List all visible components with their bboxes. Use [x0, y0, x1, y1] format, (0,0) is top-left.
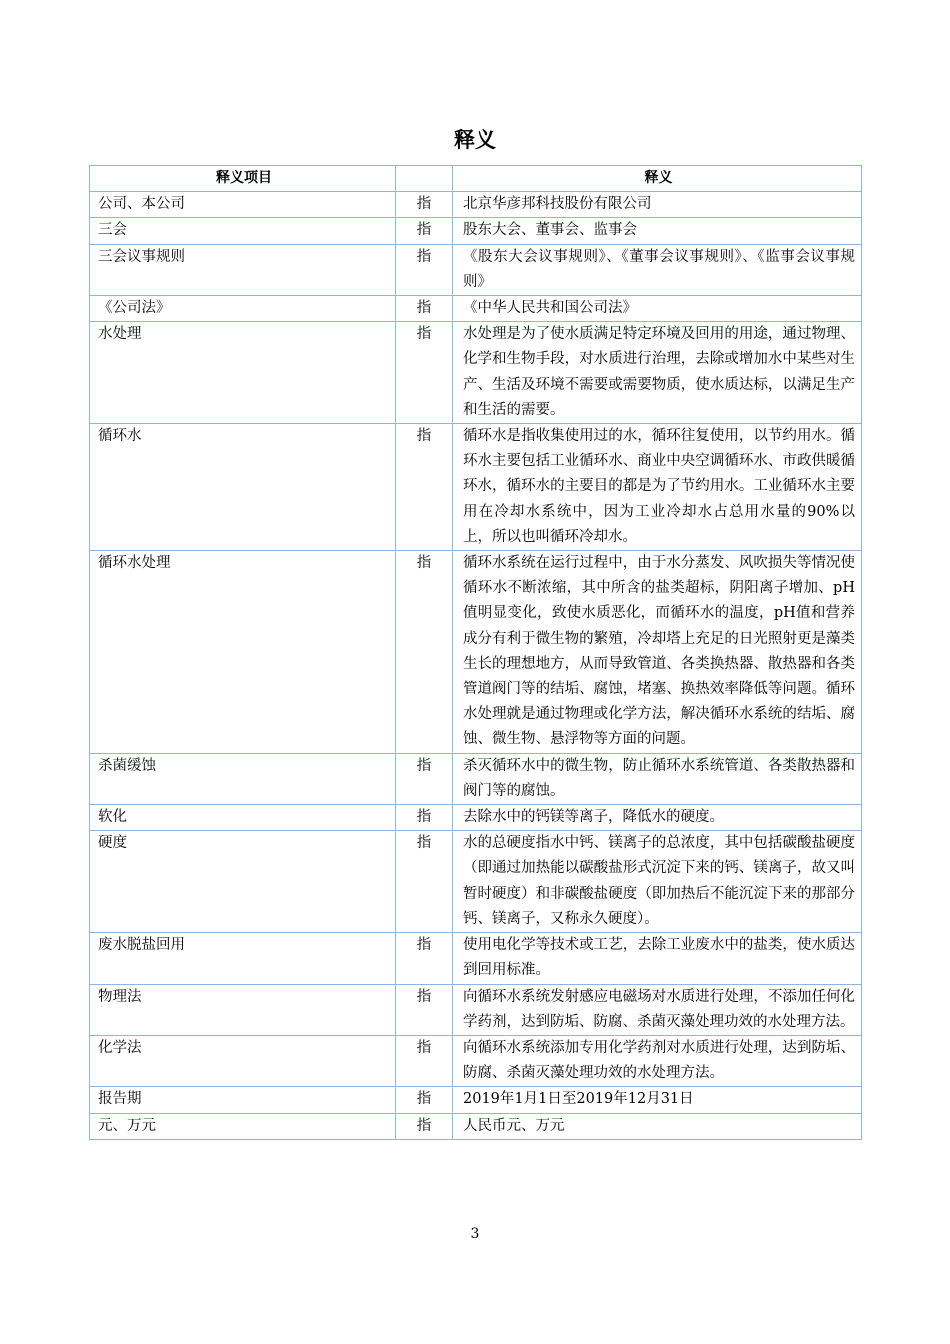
term-cell: 循环水: [90, 424, 396, 551]
ref-cell: 指: [396, 1035, 453, 1086]
ref-cell: 指: [396, 551, 453, 754]
ref-cell: 指: [396, 192, 453, 218]
term-cell: 化学法: [90, 1035, 396, 1086]
definition-cell: 杀灭循环水中的微生物，防止循环水系统管道、各类散热器和阀门等的腐蚀。: [453, 753, 862, 804]
definition-cell: 《中华人民共和国公司法》: [453, 296, 862, 322]
term-cell: 废水脱盐回用: [90, 933, 396, 984]
term-cell: 水处理: [90, 322, 396, 424]
table-row: [90, 831, 862, 933]
table-row: [90, 1113, 862, 1139]
ref-cell: 指: [396, 1087, 453, 1113]
table-row: [90, 753, 862, 804]
ref-cell: 指: [396, 244, 453, 295]
header-ref: [396, 166, 453, 192]
page-title: 释义: [454, 128, 496, 152]
definition-cell: 股东大会、董事会、监事会: [453, 218, 862, 244]
page-number: 3: [470, 1226, 480, 1242]
definition-cell: 水的总硬度指水中钙、镁离子的总浓度，其中包括碳酸盐硬度（即通过加热能以碳酸盐形式沉淀下来的钙、镁离子，故又叫暂时硬度）和非碳酸盐硬度（即加热后不能沉淀下来的那部分钙、镁离子，又称永久硬度）。: [453, 831, 862, 933]
definition-cell: 人民币元、万元: [453, 1113, 862, 1139]
table-row: [90, 322, 862, 424]
term-cell: 三会议事规则: [90, 244, 396, 295]
table-row: [90, 805, 862, 831]
table-row: [90, 244, 862, 295]
term-cell: 公司、本公司: [90, 192, 396, 218]
table-row: [90, 424, 862, 551]
table-row: [90, 296, 862, 322]
ref-cell: 指: [396, 805, 453, 831]
table-header-row: [90, 166, 862, 192]
table-row: [90, 192, 862, 218]
definition-cell: 去除水中的钙镁等离子，降低水的硬度。: [453, 805, 862, 831]
ref-cell: 指: [396, 322, 453, 424]
definition-cell: 向循环水系统添加专用化学药剂对水质进行处理，达到防垢、防腐、杀菌灭藻处理功效的水处理方法。: [453, 1035, 862, 1086]
definitions-table: [89, 165, 862, 1140]
definition-cell: 循环水是指收集使用过的水，循环往复使用，以节约用水。循环水主要包括工业循环水、商业中央空调循环水、市政供暖循环水，循环水的主要目的都是为了节约用水。工业循环水主要用在冷却水系统中，因为工业冷却水占总用水量的90%以上，所以也叫循环冷却水。: [453, 424, 862, 551]
ref-cell: 指: [396, 424, 453, 551]
term-cell: 物理法: [90, 984, 396, 1035]
header-definition: 释义: [453, 166, 862, 192]
term-cell: 循环水处理: [90, 551, 396, 754]
definition-cell: 北京华彦邦科技股份有限公司: [453, 192, 862, 218]
definition-cell: 水处理是为了使水质满足特定环境及回用的用途，通过物理、化学和生物手段，对水质进行治理，去除或增加水中某些对生产、生活及环境不需要或需要物质，使水质达标，以满足生产和生活的需要。: [453, 322, 862, 424]
term-cell: 元、万元: [90, 1113, 396, 1139]
ref-cell: 指: [396, 753, 453, 804]
ref-cell: 指: [396, 933, 453, 984]
definition-cell: 2019年1月1日至2019年12月31日: [453, 1087, 862, 1113]
definition-cell: 向循环水系统发射感应电磁场对水质进行处理，不添加任何化学药剂，达到防垢、防腐、杀菌灭藻处理功效的水处理方法。: [453, 984, 862, 1035]
table-row: [90, 933, 862, 984]
table-row: [90, 984, 862, 1035]
term-cell: 软化: [90, 805, 396, 831]
definition-cell: 《股东大会议事规则》、《董事会议事规则》、《监事会议事规则》: [453, 244, 862, 295]
ref-cell: 指: [396, 1113, 453, 1139]
ref-cell: 指: [396, 831, 453, 933]
definition-cell: 使用电化学等技术或工艺，去除工业废水中的盐类，使水质达到回用标准。: [453, 933, 862, 984]
table-row: [90, 1035, 862, 1086]
term-cell: 《公司法》: [90, 296, 396, 322]
header-item: 释义项目: [90, 166, 396, 192]
table-row: [90, 218, 862, 244]
term-cell: 杀菌缓蚀: [90, 753, 396, 804]
table-row: [90, 551, 862, 754]
ref-cell: 指: [396, 296, 453, 322]
term-cell: 硬度: [90, 831, 396, 933]
ref-cell: 指: [396, 218, 453, 244]
term-cell: 三会: [90, 218, 396, 244]
table-row: [90, 1087, 862, 1113]
ref-cell: 指: [396, 984, 453, 1035]
term-cell: 报告期: [90, 1087, 396, 1113]
definition-cell: 循环水系统在运行过程中，由于水分蒸发、风吹损失等情况使循环水不断浓缩，其中所含的盐类超标，阴阳离子增加、pH值明显变化，致使水质恶化，而循环水的温度，pH值和营养成分有利于微生物的繁殖，冷却塔上充足的日光照射更是藻类生长的理想地方，从而导致管道、各类换热器、散热器和各类管道阀门等的结垢、腐蚀，堵塞、换热效率降低等问题。循环水处理就是通过物理或化学方法，解决循环水系统的结垢、腐蚀、微生物、悬浮物等方面的问题。: [453, 551, 862, 754]
